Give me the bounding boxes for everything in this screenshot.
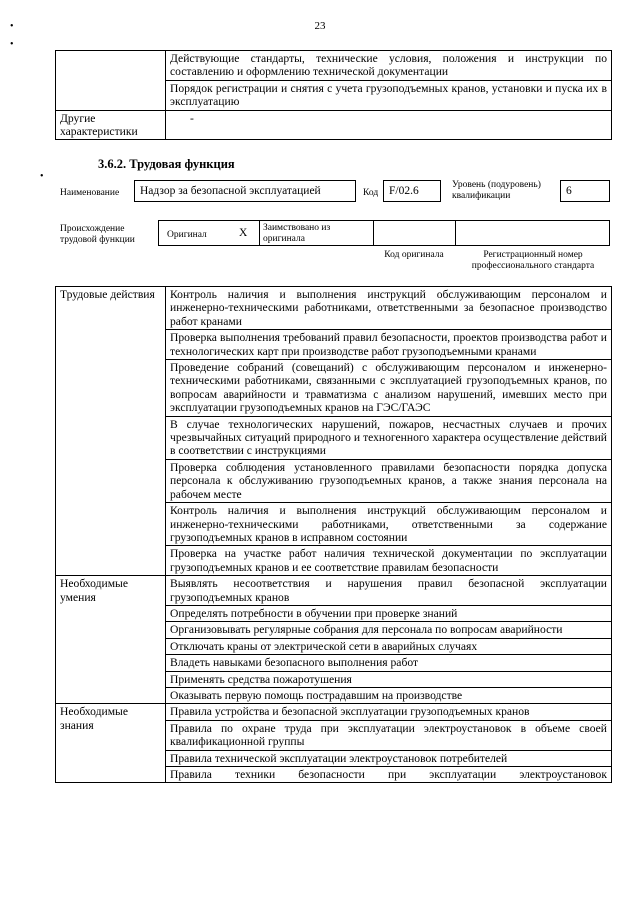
table-cell: Действующие стандарты, технические условия, положения и инструкции по составлению и оформлению технической документации: [166, 51, 612, 81]
code-label: Код: [363, 188, 379, 198]
divider: [455, 221, 456, 245]
table-cell: Выявлять несоответствия и нарушения правил безопасной эксплуатации грузоподъемных кранов: [166, 576, 612, 606]
table-cell: В случае технологических нарушений, пожаров, несчастных случаев и прочих чрезвычайных ситуаций природного и техногенного характера осуществление действий в соответствии с инструкциями: [166, 416, 612, 459]
table-cell: -: [166, 110, 612, 140]
name-value: Надзор за безопасной эксплуатацией: [134, 180, 356, 202]
table-cell: Организовывать регулярные собрания для персонала по вопросам аварийности: [166, 622, 612, 638]
margin-dot: •: [10, 21, 14, 32]
level-value: 6: [560, 180, 610, 202]
original-mark: X: [239, 227, 248, 239]
main-table: [55, 286, 612, 783]
table-cell: Правила технической эксплуатации электроустановок потребителей: [166, 750, 612, 766]
table-cell: Проведение собраний (совещаний) с обслуживающим персоналом и инженерно-техническими работниками, связанными с эксплуатацией грузоподъемных кранов, по вопросам аварийности и травматизма с анализом нарушений, имевших место при эксплуатации грузоподъемных кранов на ГЭС/ГАЭС: [166, 360, 612, 417]
table-row: [56, 51, 612, 81]
table-row: [56, 704, 612, 720]
divider: [259, 221, 260, 245]
top-table: [55, 50, 612, 140]
margin-dot: •: [40, 171, 44, 182]
table-cell: Проверка выполнения требований правил безопасности, проектов производства работ и технологических карт при производстве работ грузоподъемными кранами: [166, 330, 612, 360]
table-cell: Проверка соблюдения установленного правилами безопасности порядка допуска персонала к обслуживанию грузоподъемных кранов, а также знания персонала на рабочем месте: [166, 459, 612, 502]
table-row: [56, 287, 612, 330]
table-cell: Отключать краны от электрической сети в аварийных случаях: [166, 638, 612, 654]
margin-dot: •: [10, 39, 14, 50]
table-cell: Владеть навыками безопасного выполнения работ: [166, 655, 612, 671]
table-cell: Контроль наличия и выполнения инструкций обслуживающим персоналом и инженерно-техническими работниками, ответственными за безопасное производство работ кранами: [166, 287, 612, 330]
table-cell: Оказывать первую помощь пострадавшим на производстве: [166, 687, 612, 703]
table-cell: Правила техники безопасности при эксплуатации электроустановок: [166, 767, 612, 783]
origin-row: [158, 220, 610, 246]
table-cell: Правила по охране труда при эксплуатации электроустановок в объеме своей квалификационной группы: [166, 720, 612, 750]
borrowed-label: Заимствовано из оригинала: [263, 223, 331, 244]
section-title: 3.6.2. Трудовая функция: [98, 157, 235, 171]
group-label-skills: Необходимые умения: [56, 576, 166, 704]
name-label: Наименование: [60, 188, 120, 198]
original-label: Оригинал: [167, 230, 207, 240]
table-cell: Контроль наличия и выполнения инструкций обслуживающим персоналом и инженерно-техническими работниками, ответственными за содержание грузоподъемных кранов в исправном состоянии: [166, 503, 612, 546]
code-value: F/02.6: [383, 180, 441, 202]
reg-caption: Регистрационный номер профессионального стандарта: [471, 250, 595, 271]
level-label: Уровень (подуровень) квалификации: [452, 180, 541, 201]
table-cell: Правила устройства и безопасной эксплуатации грузоподъемных кранов: [166, 704, 612, 720]
table-cell: Применять средства пожаротушения: [166, 671, 612, 687]
page-number: 23: [314, 20, 326, 32]
group-label-knowledge: Необходимые знания: [56, 704, 166, 783]
origin-label: Происхождение трудовой функции: [60, 224, 135, 245]
table-cell: Проверка на участке работ наличия технической документации по эксплуатации грузоподъемных кранов и ее соответствие правилам безопасности: [166, 546, 612, 576]
row-label: Другие характеристики: [56, 110, 166, 140]
table-cell: Определять потребности в обучении при проверке знаний: [166, 605, 612, 621]
table-cell: Порядок регистрации и снятия с учета грузоподъемных кранов, установки и пуска их в эксплуатацию: [166, 80, 612, 110]
table-row: [56, 576, 612, 606]
row-label: [56, 51, 166, 111]
table-row: [56, 110, 612, 140]
divider: [373, 221, 374, 245]
group-label-actions: Трудовые действия: [56, 287, 166, 576]
code-caption: Код оригинала: [384, 250, 444, 260]
